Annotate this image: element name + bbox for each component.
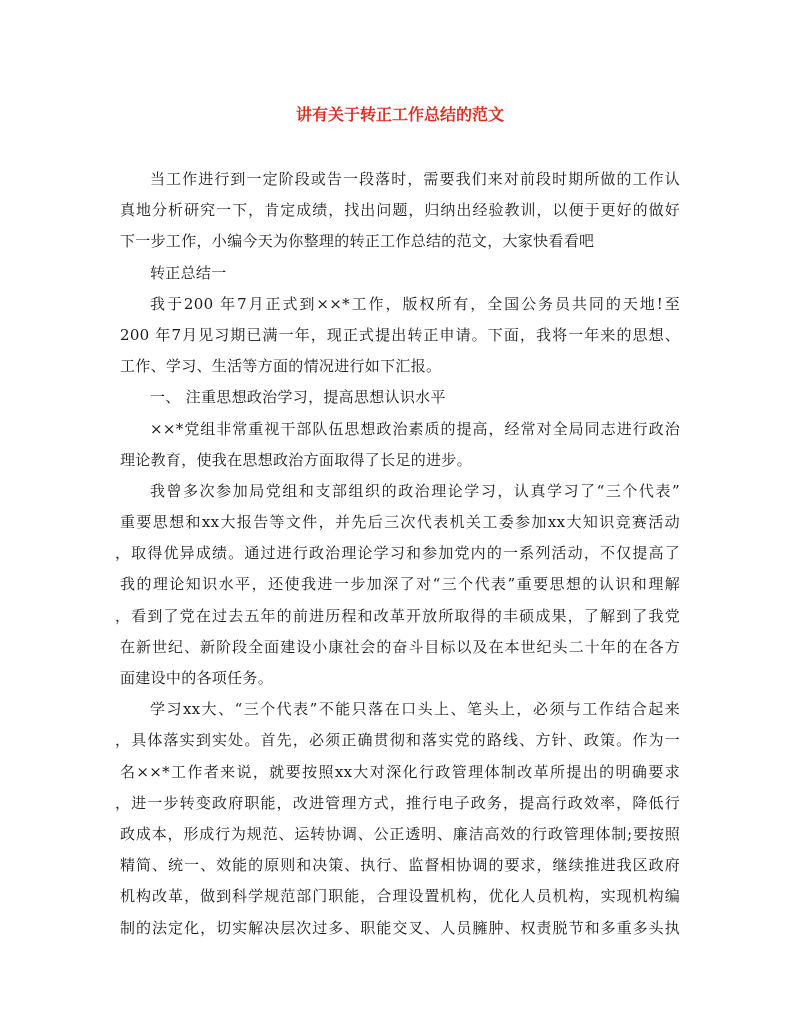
body-line: 面建设中的各项任务。 — [120, 669, 274, 687]
document-body — [115, 164, 680, 944]
body-line: 我于200 年7月正式到××*工作，版权所有，全国公务员共同的天地!至 — [150, 294, 680, 313]
body-line: 当工作进行到一定阶段或告一段落时，需要我们来对前段时期所做的工作认 — [150, 170, 680, 188]
body-line: 精简、统一、效能的原则和决策、执行、监督相协调的要求，继续推进我区政府 — [120, 856, 680, 875]
body-line: 工作、学习、生活等方面的情况进行如下汇报。 — [120, 357, 442, 376]
body-line: ，具体落实到实处。首先，必须正确贯彻和落实党的路线、方针、政策。作为一 — [115, 731, 680, 750]
body-line: 重要思想和xx大报告等文件，并先后三次代表机关工委参加xx大知识竞赛活动 — [120, 513, 680, 532]
body-line: 真地分析研究一下，肯定成绩，找出问题，归纳出经验教训，以便于更好的做好 — [120, 201, 680, 220]
body-line: 一、 注重思想政治学习，提高思想认识水平 — [150, 388, 446, 407]
body-line: ，看到了党在过去五年的前进历程和改革开放所取得的丰硕成果，了解到了我党 — [115, 606, 680, 625]
body-line: 学习xx大、“三个代表”不能只落在口头上、笔头上，必须与工作结合起来 — [150, 700, 680, 719]
body-line: ××*党组非常重视干部队伍思想政治素质的提高，经常对全局同志进行政治 — [150, 419, 680, 438]
body-line: 转正总结一 — [150, 263, 227, 282]
body-line: 制的法定化，切实解决层次过多、职能交叉、人员臃肿、权责脱节和多重多头执 — [120, 918, 680, 937]
body-line: 我的理论知识水平，还使我进一步加深了对“三个代表”重要思想的认识和理解 — [120, 575, 680, 594]
body-line: 200 年7月见习期已满一年，现正式提出转正申请。下面，我将一年来的思想、 — [120, 325, 680, 344]
body-line: 理论教育，使我在思想政治方面取得了长足的进步。 — [120, 450, 472, 469]
body-line: 我曾多次参加局党组和支部组织的政治理论学习，认真学习了“三个代表” — [150, 481, 680, 500]
body-line: ，取得优异成绩。通过进行政治理论学习和参加党内的一系列活动，不仅提高了 — [115, 544, 680, 563]
document-title: 讲有关于转正工作总结的范文 — [295, 105, 504, 124]
body-line: 政成本，形成行为规范、运转协调、公正透明、廉洁高效的行政管理体制;要按照 — [120, 824, 680, 843]
body-line: 在新世纪、新阶段全面建设小康社会的奋斗目标以及在本世纪头二十年的在各方 — [120, 637, 680, 656]
body-line: ，进一步转变政府职能，改进管理方式，推行电子政务，提高行政效率，降低行 — [115, 793, 680, 812]
body-line: 机构改革，做到科学规范部门职能，合理设置机构，优化人员机构，实现机构编 — [120, 887, 680, 906]
body-line: 下一步工作，小编今天为你整理的转正工作总结的范文，大家快看看吧 — [120, 232, 595, 251]
body-line: 名××*工作者来说，就要按照xx大对深化行政管理体制改革所提出的明确要求 — [120, 762, 680, 781]
